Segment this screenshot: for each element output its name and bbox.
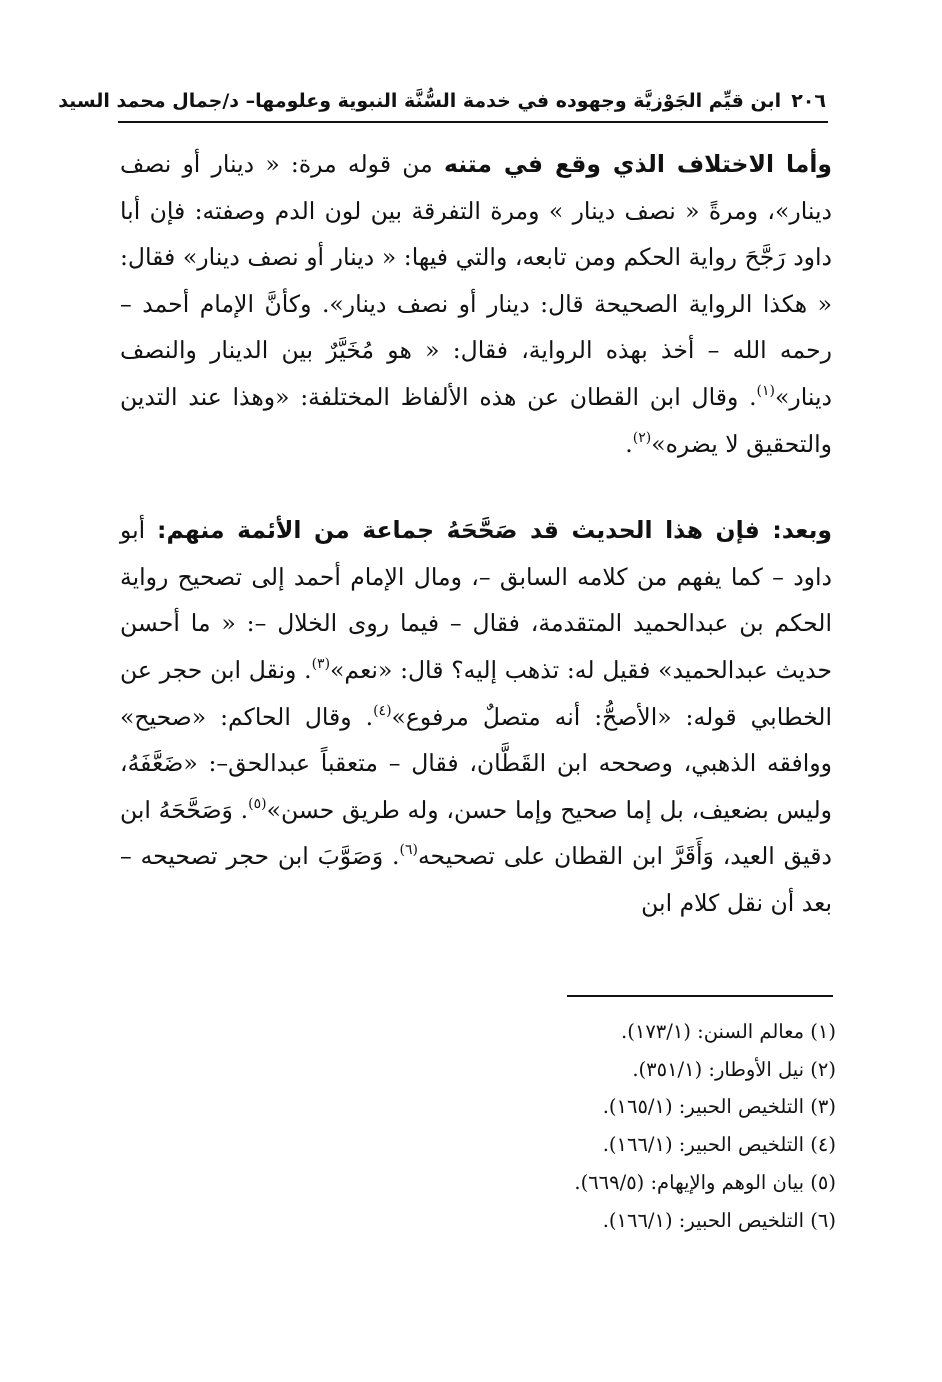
paragraph-lead: وبعد: فإن هذا الحديث قد صَحَّحَهُ جماعة من الأئمة منهم: (157, 516, 833, 545)
footnote: (٣) التلخيص الحبير: (١٦٥/١). (602, 1095, 836, 1119)
paragraph-segment: من قوله مرة: « دينار أو نصف دينار»، ومرةً « نصف دينار » ومرة التفرقة بين لون الدم وصفته: فإن أبا داود رَجَّحَ رواية الحكم ومن تابعه، والتي فيها: « دينار أو نصف دينار» فقال: « هكذا الرواية الصحيحة قال: دينار أو نصف دينار». وكأنَّ الإمام أحمد – رحمه الله – أخذ بهذه الرواية، فقال: « هو مُخَيَّرٌ بين الدينار والنصف دينار» (120, 150, 832, 411)
footnote-separator (567, 995, 833, 997)
paragraph-segment: . وقال الحاكم: «صحيح» ووافقه الذهبي، وصححه ابن القَطَّان، فقال – متعقباً عبدالحق–: «ضَعَّفَهُ، وليس بضعيف، بل إما صحيح وإما حسن، وله طريق حسن» (120, 702, 833, 824)
paragraph-segment: . وَصَحَّحَهُ ابن دقيق العيد، وَأَقَرَّ ابن القطان على تصحيحه (120, 795, 832, 871)
header-rule (118, 121, 828, 123)
footnote: (٦) التلخيص الحبير: (١٦٦/١). (602, 1208, 836, 1232)
footnote-ref: (٦) (399, 842, 418, 859)
footnote-ref: (٥) (248, 795, 267, 812)
paragraph-segment: . وقال ابن القطان عن هذه الألفاظ المختلفة: «وهذا عند التدين والتحقيق لا يضره» (120, 382, 832, 458)
footnote: (١) معالم السنن: (١٧٣/١). (621, 1020, 836, 1043)
paragraph-authentication (120, 507, 832, 926)
paragraph-text-variations (120, 141, 832, 467)
body-text (120, 141, 832, 927)
footnote-ref: (٢) (632, 429, 652, 446)
paragraph-lead: وأما الاختلاف الذي وقع في متنه (443, 150, 832, 178)
footnote: (٤) التلخيص الحبير: (١٦٦/١). (602, 1133, 836, 1157)
footnotes (420, 1013, 836, 1239)
paragraph-segment: . وَصَوَّبَ ابن حجر تصحيحه – بعد أن نقل كلام ابن (120, 842, 832, 917)
paragraph-segment: . ونقل ابن حجر عن الخطابي قوله: «الأصحُّ: أنه متصلٌ مرفوع» (120, 655, 832, 731)
paragraph-segment: . (625, 429, 633, 458)
footnote-ref: (٣) (311, 655, 331, 672)
running-header (58, 84, 826, 118)
footnote-ref: (١) (756, 382, 776, 399)
paragraph-segment: أبو داود – كما يفهم من كلامه السابق –، ومال الإمام أحمد إلى تصحيح رواية الحكم بن عبدالحميد المتقدمة، فقال – فيما روى الخلال –: « ما أحسن حديث عبدالحميد» فقيل له: تذهب إليه؟ قال: «نعم» (120, 516, 832, 684)
footnote-ref: (٤) (373, 702, 392, 719)
footnote: (٥) بيان الوهم والإيهام: (٦٦٩/٥). (574, 1170, 836, 1194)
page-number: ٢٠٦ (791, 90, 826, 112)
footnote: (٢) نيل الأوطار: (٣٥١/١). (632, 1057, 836, 1081)
running-title: ابن قيِّم الجَوْزيَّة وجهوده في خدمة السُّنَّة النبوية وعلومها– د/جمال محمد السيد (58, 90, 782, 112)
